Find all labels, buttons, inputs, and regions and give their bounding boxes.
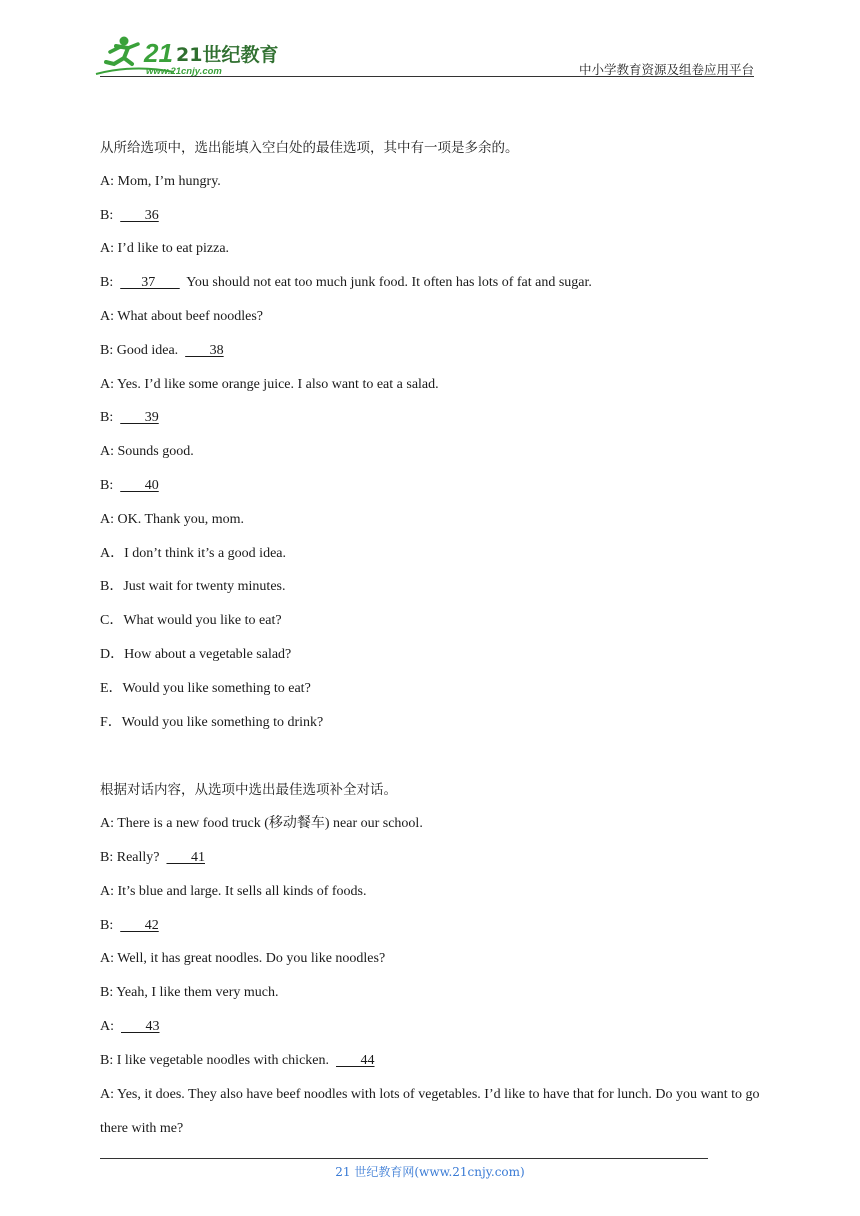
answer-blank[interactable]: 41 [166, 849, 205, 865]
footer-link[interactable]: 21 世纪教育网(www.21cnjy.com) [335, 1165, 525, 1179]
speaker-text: B: [100, 917, 121, 933]
section-gap [100, 746, 760, 780]
section1-dialogue-line [100, 442, 760, 462]
logo-cn-text: 21世纪教育 [176, 44, 279, 66]
option-item: D．How about a vegetable salad? [100, 646, 292, 662]
page-header [0, 0, 860, 80]
footer-divider [100, 1158, 708, 1159]
speaker-text: B: Yeah, I like them very much. [100, 985, 279, 1001]
section1-dialogue-line [100, 375, 760, 395]
section2-instruction: 根据对话内容，从选项中选出最佳选项补全对话。 [100, 782, 397, 799]
dialogue-line-last: A: Yes, it does. They also have beef noodles with lots of vegetables. I’d like to have that for lunch. Do you want to go there with me? [100, 1086, 760, 1136]
speaker-text: B: [100, 410, 121, 426]
document-body [100, 138, 760, 1159]
speaker-text: B: [100, 477, 121, 493]
section2-dialogue-line [100, 983, 760, 1003]
speaker-text: A: I’d like to eat pizza. [100, 241, 230, 257]
section2-dialogue-line [100, 1017, 760, 1037]
answer-blank[interactable]: 37 [120, 275, 180, 291]
section1-dialogue [100, 172, 760, 530]
answer-blank[interactable]: 43 [121, 1018, 160, 1034]
section1-dialogue-line [100, 408, 760, 428]
option-item: F．Would you like something to drink? [100, 714, 324, 730]
section1-dialogue-line [100, 341, 760, 361]
section1-dialogue-line [100, 273, 760, 293]
section2-dialogue-line [100, 848, 760, 868]
section1-dialogue-line [100, 172, 760, 192]
continuation-text: You should not eat too much junk food. It often has lots of fat and sugar. [179, 275, 592, 291]
section2-dialogue [100, 814, 760, 1071]
answer-blank[interactable]: 42 [120, 917, 159, 933]
section1-dialogue-line [100, 307, 760, 327]
speaker-text: B: [100, 207, 121, 223]
section1-dialogue-line [100, 239, 760, 259]
speaker-text: A: Mom, I’m hungry. [100, 173, 221, 189]
section1-options [100, 544, 760, 733]
speaker-text: A: It’s blue and large. It sells all kinds of foods. [100, 883, 367, 899]
site-logo[interactable] [94, 34, 279, 78]
answer-blank[interactable]: 36 [120, 207, 159, 223]
section2-dialogue-line [100, 916, 760, 936]
option-item: C．What would you like to eat? [100, 613, 282, 629]
section2-dialogue-line [100, 882, 760, 902]
section1-dialogue-line [100, 206, 760, 226]
section1-instruction: 从所给选项中，选出能填入空白处的最佳选项，其中有一项是多余的。 [100, 140, 519, 156]
speaker-text: A: Sounds good. [100, 444, 194, 460]
answer-blank[interactable]: 39 [120, 410, 159, 426]
answer-blank[interactable]: 38 [185, 342, 224, 358]
runner-logo-icon [94, 34, 279, 78]
speaker-text: A: [100, 1018, 121, 1034]
speaker-text: A: Yes. I’d like some orange juice. I also want to eat a salad. [100, 376, 439, 392]
option-item: B．Just wait for twenty minutes. [100, 579, 286, 595]
answer-blank[interactable]: 40 [120, 477, 159, 493]
header-divider [100, 76, 754, 77]
speaker-text: A: OK. Thank you, mom. [100, 511, 245, 527]
speaker-text: B: [100, 275, 121, 291]
speaker-text: A: There is a new food truck (移动餐车) near our school. [100, 816, 423, 832]
section1-dialogue-line [100, 510, 760, 530]
section2-dialogue-line [100, 1051, 760, 1071]
option-item: E．Would you like something to eat? [100, 680, 311, 696]
speaker-text: B: Really? [100, 849, 167, 865]
header-tagline: 中小学教育资源及组卷应用平台 [578, 62, 754, 77]
section2-dialogue-line [100, 814, 760, 834]
speaker-text: A: What about beef noodles? [100, 308, 264, 324]
logo-number: 21 [144, 38, 173, 68]
section2-dialogue-line [100, 949, 760, 969]
section1-dialogue-line [100, 476, 760, 496]
option-item: A．I don’t think it’s a good idea. [100, 545, 286, 561]
speaker-text: B: Good idea. [100, 342, 186, 358]
speaker-text: A: Well, it has great noodles. Do you like noodles? [100, 951, 386, 967]
speaker-text: B: I like vegetable noodles with chicken. [100, 1052, 336, 1068]
answer-blank[interactable]: 44 [336, 1052, 375, 1068]
logo-url-text: www.21cnjy.com [146, 66, 222, 77]
